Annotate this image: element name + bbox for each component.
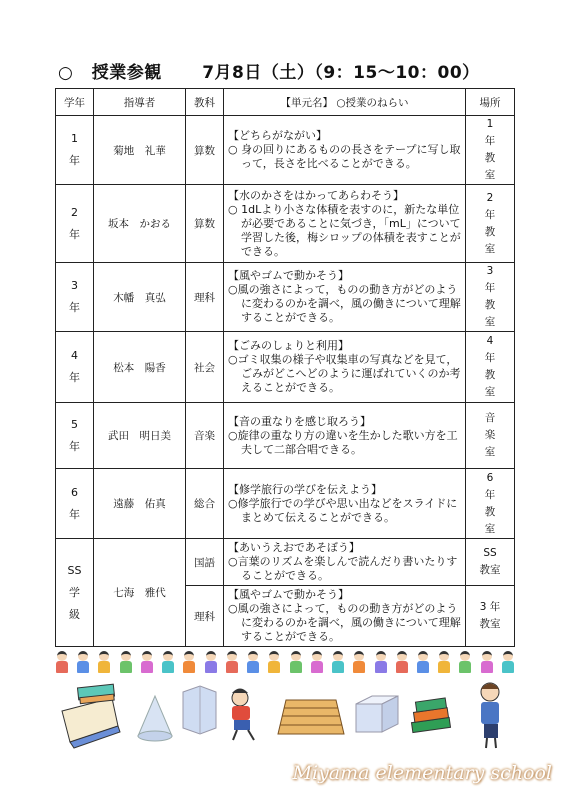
child-icon (204, 651, 218, 673)
subject-cell: 総合 (186, 469, 224, 539)
aim-cell (224, 469, 466, 539)
school-name: Miyama elementary school (292, 762, 552, 784)
teacher-cell: 遠藤 佑真 (94, 469, 186, 539)
table-row (56, 539, 515, 586)
child-icon (352, 651, 366, 673)
table-row (56, 185, 515, 263)
lesson-goal: ○言葉のリズムを楽しんで読んだり書いたりすることができる。 (228, 555, 458, 582)
schedule-table (55, 88, 515, 647)
child-icon (246, 651, 260, 673)
header-aim: 【単元名】 ○授業のねらい (224, 89, 466, 116)
child-figure-icon (232, 689, 254, 741)
teacher-cell: 菊地 礼華 (94, 116, 186, 185)
aim-cell (224, 403, 466, 469)
teacher-cell: 武田 明日美 (94, 403, 186, 469)
table-row (56, 332, 515, 403)
aim-cell (224, 539, 466, 586)
child-icon (480, 651, 494, 673)
aim-cell (224, 116, 466, 185)
aim-cell (224, 332, 466, 403)
header-subject: 教科 (186, 89, 224, 116)
page-title (58, 58, 480, 83)
aim-cell (224, 586, 466, 647)
subject-cell: 音楽 (186, 403, 224, 469)
grade-cell: 4 年 (56, 332, 94, 403)
lesson-goal: ○旋律の重なり方の違いを生かした歌い方を工夫して二部合唱できる。 (228, 428, 458, 456)
lesson-goal: ○修学旅行での学びや思い出などをスライドにまとめて伝えることができる。 (228, 496, 458, 524)
child-icon (119, 651, 133, 673)
subject-cell: 算数 (186, 185, 224, 263)
child-icon (374, 651, 388, 673)
child-icon (458, 651, 472, 673)
child-icon (182, 651, 196, 673)
child-icon (161, 651, 175, 673)
unit-name: 【音の重なりを感じ取ろう】 (228, 414, 371, 428)
place-cell: 4 年 教 室 (466, 332, 515, 403)
illustration-strip (0, 676, 566, 756)
unit-name: 【水のかさをはかってあらわそう】 (228, 188, 404, 202)
aim-cell (224, 263, 466, 332)
book-stack-icon (411, 698, 450, 733)
child-icon (501, 651, 515, 673)
cube-icon (356, 696, 398, 732)
title-date: 7月8日（土）（9：15〜10：00） (202, 63, 480, 83)
teacher-cell: 木幡 真弘 (94, 263, 186, 332)
header-teacher: 指導者 (94, 89, 186, 116)
place-cell: 1 年 教 室 (466, 116, 515, 185)
child-icon (310, 651, 324, 673)
child-icon (289, 651, 303, 673)
subject-cell: 算数 (186, 116, 224, 185)
hexagonal-prism-icon (183, 686, 216, 734)
subject-cell: 理科 (186, 586, 224, 647)
header-grade: 学年 (56, 89, 94, 116)
title-label: 授業参観 (91, 63, 162, 83)
place-cell: 音 楽 室 (466, 403, 515, 469)
grade-cell: 3 年 (56, 263, 94, 332)
table-row (56, 403, 515, 469)
place-cell: 6 年 教 室 (466, 469, 515, 539)
grade-cell: 1 年 (56, 116, 94, 185)
subject-cell: 社会 (186, 332, 224, 403)
lesson-goal: ○ 身の回りにあるものの長さをテープに写し取って，長さを比べることができる。 (228, 143, 461, 170)
unit-name: 【ごみのしょりと利用】 (228, 339, 349, 352)
child-icon (331, 651, 345, 673)
unit-name: 【修学旅行の学びを伝えよう】 (228, 482, 382, 496)
child-icon (416, 651, 430, 673)
lesson-goal: ○風の強さによって，ものの動き方がどのように変わるのかを調べ，風の働きについて理解することができる。 (228, 602, 461, 643)
header-place: 場所 (466, 89, 515, 116)
place-cell: 3 年 教室 (466, 586, 515, 647)
child-icon (55, 651, 69, 673)
table-header-row (56, 89, 515, 116)
grade-cell: 2 年 (56, 185, 94, 263)
child-icon (140, 651, 154, 673)
subject-cell: 理科 (186, 263, 224, 332)
place-cell: 2 年 教 室 (466, 185, 515, 263)
boy-figure-icon (481, 683, 499, 748)
cone-icon (138, 696, 172, 741)
place-cell: SS 教室 (466, 539, 515, 586)
lesson-goal: ○風の強さによって，ものの動き方がどのように変わるのかを調べ，風の働きについて理解することができる。 (228, 283, 461, 324)
table-row (56, 469, 515, 539)
teacher-cell: 坂本 かおる (94, 185, 186, 263)
unit-name: 【どちらがながい】 (228, 129, 327, 142)
unit-name: 【風やゴムで動かそう】 (228, 588, 349, 601)
staircase-icon (278, 700, 344, 734)
child-icon (225, 651, 239, 673)
grade-cell: 5 年 (56, 403, 94, 469)
child-icon (76, 651, 90, 673)
child-icon (395, 651, 409, 673)
table-row (56, 116, 515, 185)
aim-cell (224, 185, 466, 263)
child-icon (97, 651, 111, 673)
subject-cell: 国語 (186, 539, 224, 586)
grade-cell: 6 年 (56, 469, 94, 539)
children-row-illustration (55, 651, 515, 673)
lesson-goal: ○ゴミ収集の様子や収集車の写真などを見て，ごみがどこへどのように運ばれていくのか考えることができる。 (228, 353, 461, 394)
child-icon (267, 651, 281, 673)
place-cell: 3 年 教 室 (466, 263, 515, 332)
table-row (56, 263, 515, 332)
title-marker: ○ (58, 63, 74, 83)
grade-cell-ss: SS 学 級 (56, 539, 94, 647)
teacher-cell: 松本 陽香 (94, 332, 186, 403)
unit-name: 【あいうえおであそぼう】 (228, 541, 360, 554)
lesson-goal: ○ 1dLより小さな体積を表すのに，新たな単位が必要であることに気づき，「mL」について学習した後，梅シロップの体積を表すことができる。 (228, 202, 461, 258)
teacher-cell-ss: 七海 雅代 (94, 539, 186, 647)
book-icon (62, 684, 120, 748)
child-icon (437, 651, 451, 673)
unit-name: 【風やゴムで動かそう】 (228, 269, 349, 282)
